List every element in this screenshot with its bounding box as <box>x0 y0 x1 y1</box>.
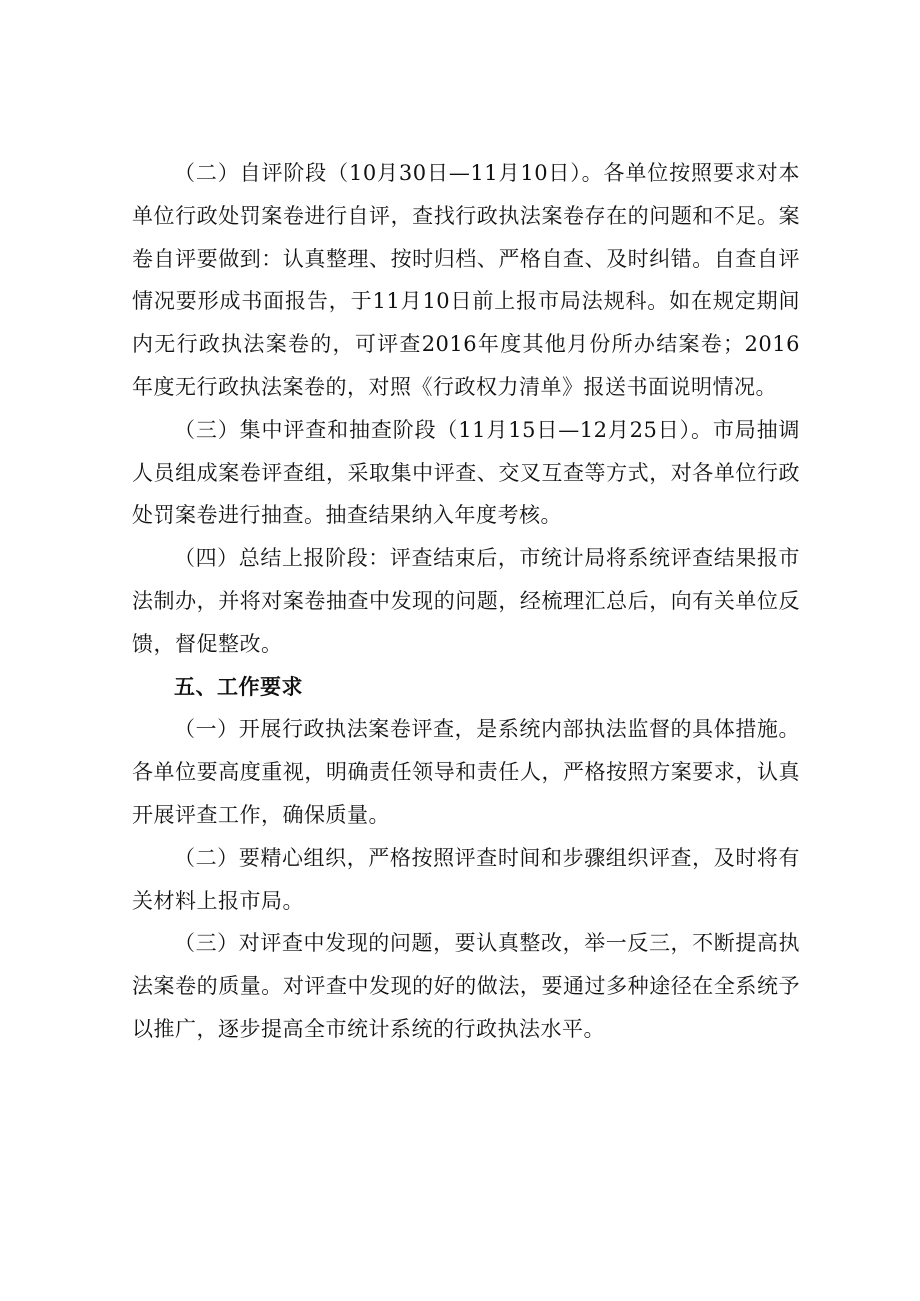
paragraph-centralized-review-stage: （三）集中评查和抽查阶段（11月15日—12月25日）。市局抽调人员组成案卷评查组，采取集中评查、交叉互查等方式，对各单位行政处罚案卷进行抽查。抽查结果纳入年度考核。 <box>132 417 800 528</box>
paragraph-requirement-one: （一）开展行政执法案卷评查，是系统内部执法监督的具体措施。各单位要高度重视，明确责任领导和责任人，严格按照方案要求，认真开展评查工作，确保质量。 <box>132 717 800 827</box>
document-page <box>132 152 800 1051</box>
section-heading-work-requirements: 五、工作要求 <box>174 674 303 699</box>
paragraph-requirement-two: （二）要精心组织，严格按照评查时间和步骤组织评查，及时将有关材料上报市局。 <box>132 845 800 913</box>
paragraph-requirement-three: （三）对评查中发现的问题，要认真整改，举一反三，不断提高执法案卷的质量。对评查中发现的好的做法，要通过多种途径在全系统予以推广，逐步提高全市统计系统的行政执法水平。 <box>132 931 800 1041</box>
paragraph-summary-report-stage: （四）总结上报阶段：评查结束后，市统计局将系统评查结果报市法制办，并将对案卷抽查中发现的问题，经梳理汇总后，向有关单位反馈，督促整改。 <box>132 546 800 656</box>
paragraph-self-evaluation-stage: （二）自评阶段（10月30日—11月10日）。各单位按照要求对本单位行政处罚案卷进行自评，查找行政执法案卷存在的问题和不足。案卷自评要做到：认真整理、按时归档、严格自查、及时纠错。自查自评情况要形成书面报告，于11月10日前上报市局法规科。如在规定期间内无行政执法案卷的，可评查2016年度其他月份所办结案卷；2016年度无行政执法案卷的，对照《行政权力清单》报送书面说明情况。 <box>132 161 800 399</box>
